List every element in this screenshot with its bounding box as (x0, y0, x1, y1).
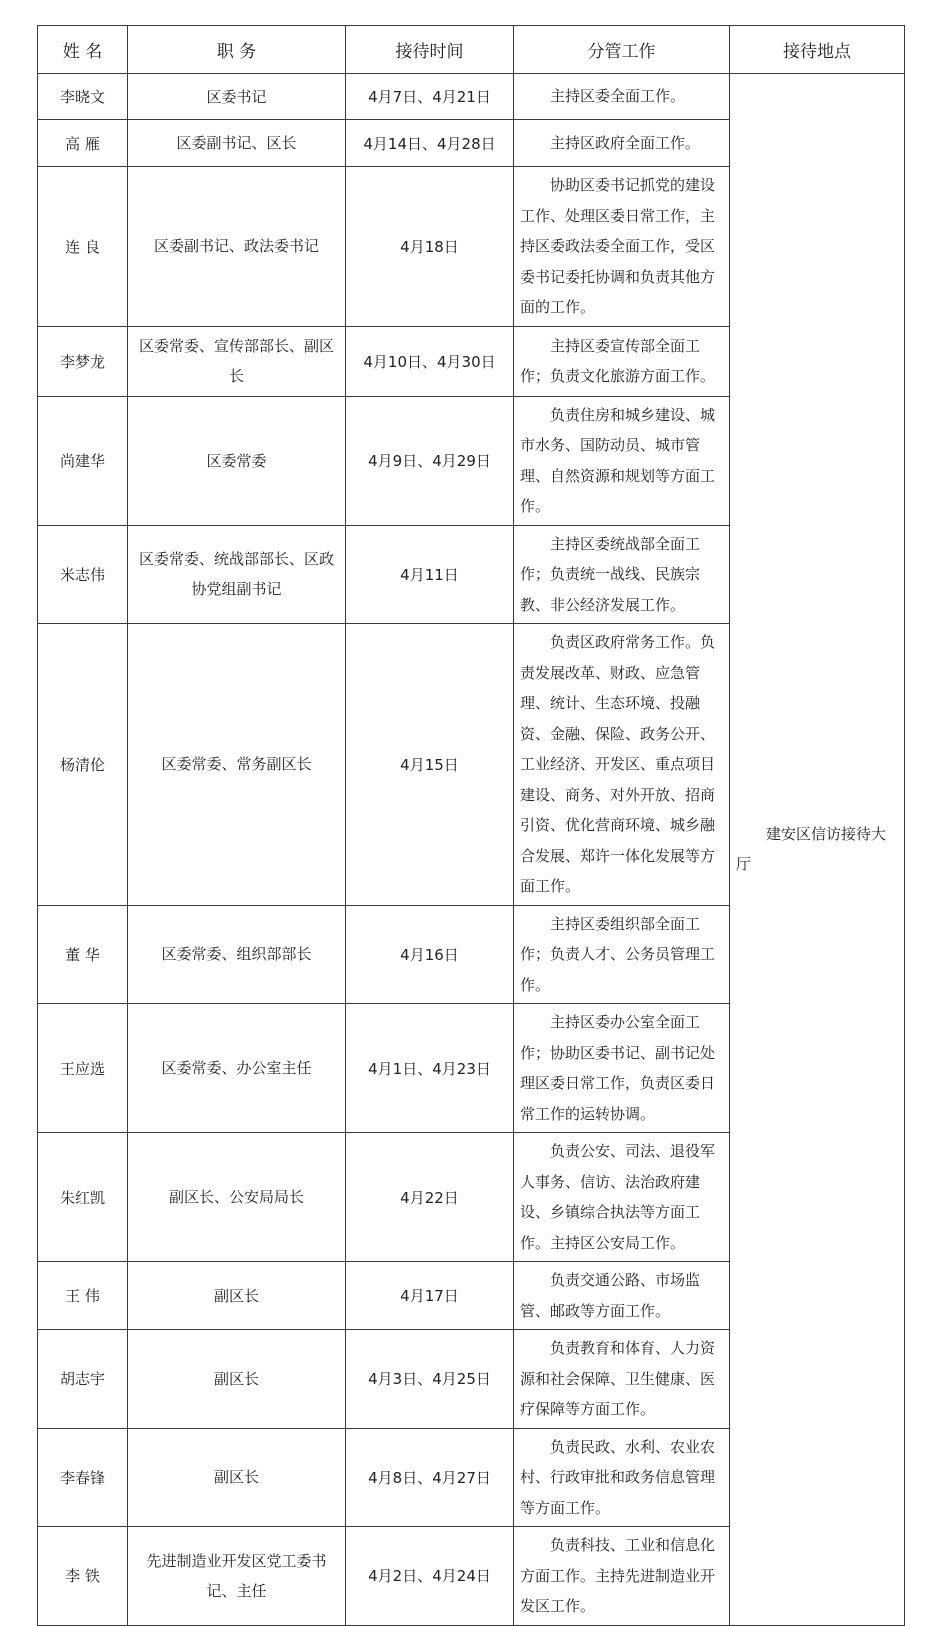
row-dates: 4月10日、4月30日 (346, 326, 514, 396)
row-duty-text: 负责区政府常务工作。负责发展改革、财政、应急管理、统计、生态环境、投融资、金融、保险、政务公开、工业经济、开发区、重点项目建设、商务、对外开放、招商引资、优化营商环境、城乡融合发展、郑许一体化发展等方面工作。 (520, 633, 716, 895)
row-duty-text: 主持区委办公室全面工作；协助区委书记、副书记处理区委日常工作，负责区委日常工作的运转协调。 (520, 1013, 716, 1123)
row-duty-text: 负责交通公路、市场监管、邮政等方面工作。 (520, 1271, 701, 1320)
row-duty-text: 主持区委组织部全面工作；负责人才、公务员管理工作。 (520, 914, 716, 994)
row-position: 副区长、公安局局长 (128, 1133, 346, 1262)
row-duty (514, 167, 730, 327)
row-name: 李梦龙 (38, 326, 128, 396)
row-duty-text: 主持区委全面工作。 (550, 87, 686, 106)
row-duty-text: 负责住房和城乡建设、城市水务、国防动员、城市管理、自然资源和规划等方面工作。 (520, 405, 716, 515)
row-dates: 4月17日 (346, 1262, 514, 1330)
row-dates: 4月9日、4月29日 (346, 396, 514, 525)
row-duty (514, 326, 730, 396)
row-name: 连 良 (38, 167, 128, 327)
row-duty (514, 396, 730, 525)
row-duty-text: 主持区委宣传部全面工作；负责文化旅游方面工作。 (520, 336, 716, 385)
row-duty (514, 1004, 730, 1133)
row-dates: 4月15日 (346, 624, 514, 906)
row-duty (514, 1330, 730, 1429)
row-name: 杨清伦 (38, 624, 128, 906)
row-name: 李 铁 (38, 1527, 128, 1626)
row-dates: 4月7日、4月21日 (346, 74, 514, 120)
row-name: 王 伟 (38, 1262, 128, 1330)
row-duty-text: 负责民政、水利、农业农村、行政审批和政务信息管理等方面工作。 (520, 1437, 716, 1517)
row-duty (514, 1428, 730, 1527)
location-cell (730, 74, 905, 1626)
row-duty (514, 624, 730, 906)
header-row (38, 26, 905, 74)
table-row (38, 74, 905, 120)
row-position: 区委常委、宣传部部长、副区长 (128, 326, 346, 396)
row-position: 区委书记 (128, 74, 346, 120)
row-position: 区委常委、办公室主任 (128, 1004, 346, 1133)
row-position: 区委常委、常务副区长 (128, 624, 346, 906)
row-name: 李晓文 (38, 74, 128, 120)
row-duty (514, 120, 730, 167)
header-location: 接待地点 (730, 26, 905, 74)
row-position: 先进制造业开发区党工委书记、主任 (128, 1527, 346, 1626)
row-dates: 4月22日 (346, 1133, 514, 1262)
row-dates: 4月2日、4月24日 (346, 1527, 514, 1626)
row-dates: 4月16日 (346, 905, 514, 1004)
row-name: 米志伟 (38, 525, 128, 624)
row-dates: 4月14日、4月28日 (346, 120, 514, 167)
row-name: 王应选 (38, 1004, 128, 1133)
row-position: 副区长 (128, 1330, 346, 1429)
row-duty (514, 1262, 730, 1330)
row-duty-text: 主持区委统战部全面工作；负责统一战线、民族宗教、非公经济发展工作。 (520, 534, 701, 614)
row-dates: 4月1日、4月23日 (346, 1004, 514, 1133)
row-dates: 4月11日 (346, 525, 514, 624)
row-position: 区委副书记、区长 (128, 120, 346, 167)
row-duty (514, 1133, 730, 1262)
row-duty-text: 协助区委书记抓党的建设工作、处理区委日常工作，主持区委政法委全面工作，受区委书记委托协调和负责其他方面的工作。 (520, 176, 716, 316)
row-position: 区委副书记、政法委书记 (128, 167, 346, 327)
header-name: 姓 名 (38, 26, 128, 74)
row-duty-text: 负责科技、工业和信息化方面工作。主持先进制造业开发区工作。 (520, 1536, 716, 1615)
row-duty (514, 525, 730, 624)
row-position: 副区长 (128, 1262, 346, 1330)
row-duty-text: 负责公安、司法、退役军人事务、信访、法治政府建设、乡镇综合执法等方面工作。主持区公安局工作。 (520, 1142, 716, 1252)
row-dates: 4月18日 (346, 167, 514, 327)
row-name: 李春锋 (38, 1428, 128, 1527)
reception-schedule-table (37, 25, 905, 1626)
row-dates: 4月3日、4月25日 (346, 1330, 514, 1429)
header-position: 职 务 (128, 26, 346, 74)
row-position: 区委常委、组织部部长 (128, 905, 346, 1004)
row-position: 区委常委、统战部部长、区政协党组副书记 (128, 525, 346, 624)
row-name: 董 华 (38, 905, 128, 1004)
row-dates: 4月8日、4月27日 (346, 1428, 514, 1527)
row-position: 区委常委 (128, 396, 346, 525)
header-dates: 接待时间 (346, 26, 514, 74)
row-name: 胡志宇 (38, 1330, 128, 1429)
header-duty: 分管工作 (514, 26, 730, 74)
location-text: 建安区信访接待大厅 (736, 825, 887, 874)
row-duty (514, 905, 730, 1004)
row-position: 副区长 (128, 1428, 346, 1527)
row-duty-text: 负责教育和体育、人力资源和社会保障、卫生健康、医疗保障等方面工作。 (520, 1339, 716, 1418)
row-name: 尚建华 (38, 396, 128, 525)
row-duty (514, 74, 730, 120)
row-duty (514, 1527, 730, 1626)
row-name: 朱红凯 (38, 1133, 128, 1262)
row-duty-text: 主持区政府全面工作。 (550, 133, 701, 152)
row-name: 高 雁 (38, 120, 128, 167)
